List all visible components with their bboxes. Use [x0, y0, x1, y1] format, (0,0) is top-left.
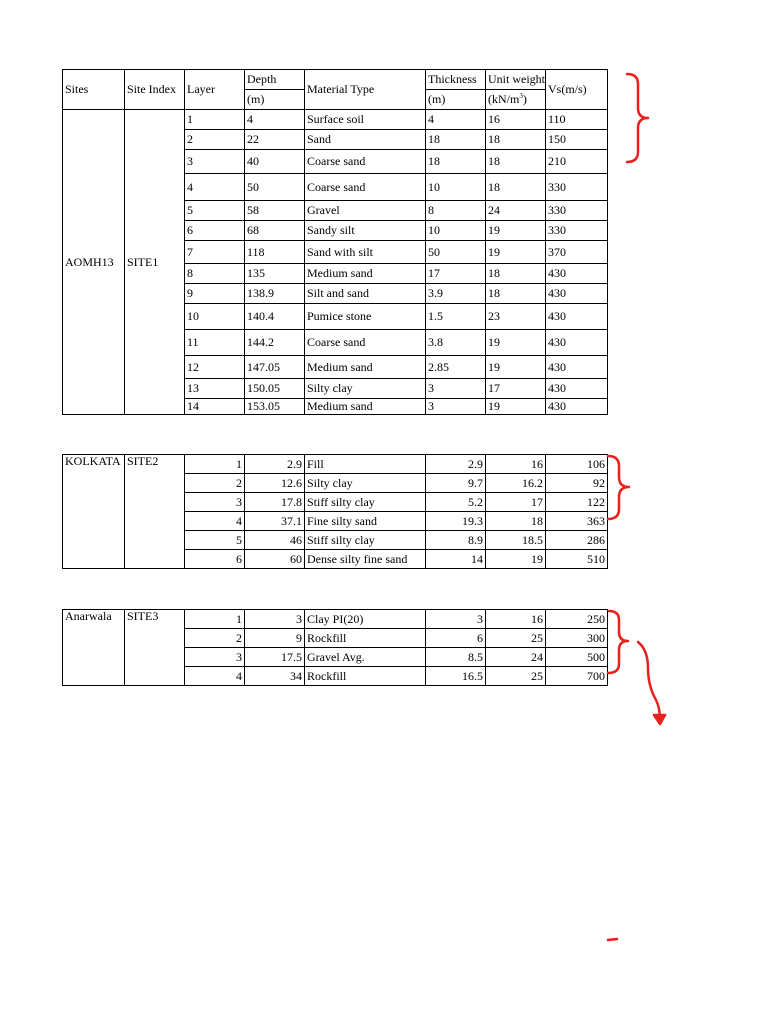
vs-cell: 370	[546, 241, 608, 264]
thickness-cell: 5.2	[426, 493, 486, 512]
layer-cell: 9	[185, 284, 245, 304]
unit-weight-cell: 17	[486, 493, 546, 512]
unit-weight-cell: 18	[486, 512, 546, 531]
material-cell: Pumice stone	[305, 304, 426, 330]
header-vs: Vs(m/s)	[546, 70, 608, 110]
material-cell: Coarse sand	[305, 174, 426, 201]
thickness-cell: 6	[426, 629, 486, 648]
thickness-cell: 8.9	[426, 531, 486, 550]
layer-cell: 7	[185, 241, 245, 264]
vs-cell: 430	[546, 304, 608, 330]
layer-cell: 4	[185, 667, 245, 686]
thickness-cell: 9.7	[426, 474, 486, 493]
vs-cell: 210	[546, 150, 608, 174]
depth-cell: 4	[245, 110, 305, 130]
material-cell: Silty clay	[305, 474, 426, 493]
depth-cell: 68	[245, 221, 305, 241]
depth-cell: 144.2	[245, 330, 305, 356]
material-cell: Medium sand	[305, 264, 426, 284]
material-cell: Sandy silt	[305, 221, 426, 241]
thickness-cell: 3	[426, 610, 486, 629]
header-depth-unit: (m)	[245, 90, 305, 110]
depth-cell: 150.05	[245, 379, 305, 399]
unit-weight-cell: 23	[486, 304, 546, 330]
material-cell: Gravel Avg.	[305, 648, 426, 667]
thickness-cell: 2.85	[426, 356, 486, 379]
header-material-type: Material Type	[305, 70, 426, 110]
unit-weight-cell: 16.2	[486, 474, 546, 493]
thickness-cell: 17	[426, 264, 486, 284]
material-cell: Fill	[305, 455, 426, 474]
vs-cell: 92	[546, 474, 608, 493]
depth-cell: 147.05	[245, 356, 305, 379]
material-cell: Coarse sand	[305, 150, 426, 174]
vs-cell: 330	[546, 174, 608, 201]
thickness-cell: 8	[426, 201, 486, 221]
unit-weight-cell: 24	[486, 201, 546, 221]
depth-cell: 50	[245, 174, 305, 201]
dash-mark	[608, 939, 617, 940]
layer-cell: 1	[185, 110, 245, 130]
depth-cell: 3	[245, 610, 305, 629]
header-sites: Sites	[63, 70, 125, 110]
site-name: Anarwala	[63, 610, 125, 686]
brace-site3	[608, 611, 628, 673]
layer-cell: 4	[185, 512, 245, 531]
vs-cell: 330	[546, 221, 608, 241]
unit-weight-cell: 18	[486, 284, 546, 304]
layer-cell: 5	[185, 531, 245, 550]
thickness-cell: 14	[426, 550, 486, 569]
depth-cell: 58	[245, 201, 305, 221]
thickness-cell: 50	[426, 241, 486, 264]
thickness-cell: 3	[426, 379, 486, 399]
thickness-cell: 10	[426, 174, 486, 201]
material-cell: Medium sand	[305, 399, 426, 415]
depth-cell: 2.9	[245, 455, 305, 474]
site-name: KOLKATA	[63, 455, 125, 569]
unit-weight-cell: 18	[486, 264, 546, 284]
unit-weight-cell: 16	[486, 110, 546, 130]
header-unit-weight-unit: $(kN/m^3)$	[486, 90, 546, 110]
layer-cell: 5	[185, 201, 245, 221]
site-index: SITE1	[125, 110, 185, 415]
curved-arrow-head	[654, 715, 665, 724]
vs-cell: 363	[546, 512, 608, 531]
vs-cell: 286	[546, 531, 608, 550]
thickness-cell: 4	[426, 110, 486, 130]
layer-cell: 8	[185, 264, 245, 284]
vs-cell: 430	[546, 399, 608, 415]
thickness-cell: 18	[426, 150, 486, 174]
vs-cell: 430	[546, 356, 608, 379]
depth-cell: 140.4	[245, 304, 305, 330]
vs-cell: 430	[546, 379, 608, 399]
thickness-cell: 1.5	[426, 304, 486, 330]
material-cell: Coarse sand	[305, 330, 426, 356]
layer-cell: 1	[185, 455, 245, 474]
material-cell: Rockfill	[305, 667, 426, 686]
unit-weight-cell: 25	[486, 667, 546, 686]
header-thickness: Thickness	[426, 70, 486, 90]
layer-cell: 2	[185, 130, 245, 150]
vs-cell: 110	[546, 110, 608, 130]
depth-cell: 46	[245, 531, 305, 550]
unit-weight-cell: 19	[486, 399, 546, 415]
layer-cell: 10	[185, 304, 245, 330]
depth-cell: 9	[245, 629, 305, 648]
layer-cell: 12	[185, 356, 245, 379]
thickness-cell: 3.8	[426, 330, 486, 356]
depth-cell: 40	[245, 150, 305, 174]
layer-cell: 2	[185, 474, 245, 493]
unit-weight-cell: 19	[486, 356, 546, 379]
thickness-cell: 19.3	[426, 512, 486, 531]
site-name: AOMH13	[63, 110, 125, 415]
layer-cell: 4	[185, 174, 245, 201]
site-index: SITE3	[125, 610, 185, 686]
layer-cell: 11	[185, 330, 245, 356]
material-cell: Surface soil	[305, 110, 426, 130]
vs-cell: 430	[546, 284, 608, 304]
depth-cell: 12.6	[245, 474, 305, 493]
layer-cell: 1	[185, 610, 245, 629]
layer-cell: 3	[185, 150, 245, 174]
depth-cell: 17.8	[245, 493, 305, 512]
unit-weight-cell: 19	[486, 241, 546, 264]
unit-weight-cell: 18	[486, 174, 546, 201]
vs-cell: 700	[546, 667, 608, 686]
layer-cell: 6	[185, 221, 245, 241]
vs-cell: 150	[546, 130, 608, 150]
layer-cell: 3	[185, 648, 245, 667]
unit-weight-cell: 19	[486, 221, 546, 241]
site-index: SITE2	[125, 455, 185, 569]
vs-cell: 430	[546, 330, 608, 356]
material-cell: Rockfill	[305, 629, 426, 648]
vs-cell: 250	[546, 610, 608, 629]
depth-cell: 138.9	[245, 284, 305, 304]
depth-cell: 17.5	[245, 648, 305, 667]
unit-weight-cell: 18	[486, 150, 546, 174]
header-thickness-unit: (m)	[426, 90, 486, 110]
brace-site2	[608, 456, 629, 519]
layer-cell: 13	[185, 379, 245, 399]
unit-weight-cell: 16	[486, 610, 546, 629]
material-cell: Dense silty fine sand	[305, 550, 426, 569]
material-cell: Fine silty sand	[305, 512, 426, 531]
material-cell: Silty clay	[305, 379, 426, 399]
material-cell: Stiff silty clay	[305, 493, 426, 512]
vs-cell: 122	[546, 493, 608, 512]
vs-cell: 500	[546, 648, 608, 667]
header-site-index: Site Index	[125, 70, 185, 110]
header-unit-weight: Unit weight	[486, 70, 546, 90]
vs-cell: 330	[546, 201, 608, 221]
material-cell: Silt and sand	[305, 284, 426, 304]
material-cell: Sand with silt	[305, 241, 426, 264]
depth-cell: 60	[245, 550, 305, 569]
thickness-cell: 2.9	[426, 455, 486, 474]
unit-weight-cell: 16	[486, 455, 546, 474]
layer-cell: 2	[185, 629, 245, 648]
layer-cell: 3	[185, 493, 245, 512]
header-layer: Layer	[185, 70, 245, 110]
vs-cell: 106	[546, 455, 608, 474]
material-cell: Medium sand	[305, 356, 426, 379]
unit-weight-cell: 19	[486, 330, 546, 356]
depth-cell: 135	[245, 264, 305, 284]
thickness-cell: 18	[426, 130, 486, 150]
layer-cell: 6	[185, 550, 245, 569]
unit-weight-cell: 24	[486, 648, 546, 667]
vs-cell: 430	[546, 264, 608, 284]
depth-cell: 153.05	[245, 399, 305, 415]
unit-weight-cell: 25	[486, 629, 546, 648]
depth-cell: 22	[245, 130, 305, 150]
material-cell: Sand	[305, 130, 426, 150]
depth-cell: 118	[245, 241, 305, 264]
thickness-cell: 8.5	[426, 648, 486, 667]
vs-cell: 510	[546, 550, 608, 569]
material-cell: Gravel	[305, 201, 426, 221]
brace-site1	[627, 74, 648, 162]
depth-cell: 34	[245, 667, 305, 686]
depth-cell: 37.1	[245, 512, 305, 531]
material-cell: Stiff silty clay	[305, 531, 426, 550]
header-depth: Depth	[245, 70, 305, 90]
thickness-cell: 3.9	[426, 284, 486, 304]
thickness-cell: 16.5	[426, 667, 486, 686]
thickness-cell: 3	[426, 399, 486, 415]
curved-arrow-line	[638, 642, 660, 720]
thickness-cell: 10	[426, 221, 486, 241]
material-cell: Clay PI(20)	[305, 610, 426, 629]
unit-weight-cell: 19	[486, 550, 546, 569]
layer-cell: 14	[185, 399, 245, 415]
unit-weight-cell: 18.5	[486, 531, 546, 550]
unit-weight-cell: 18	[486, 130, 546, 150]
unit-weight-cell: 17	[486, 379, 546, 399]
vs-cell: 300	[546, 629, 608, 648]
